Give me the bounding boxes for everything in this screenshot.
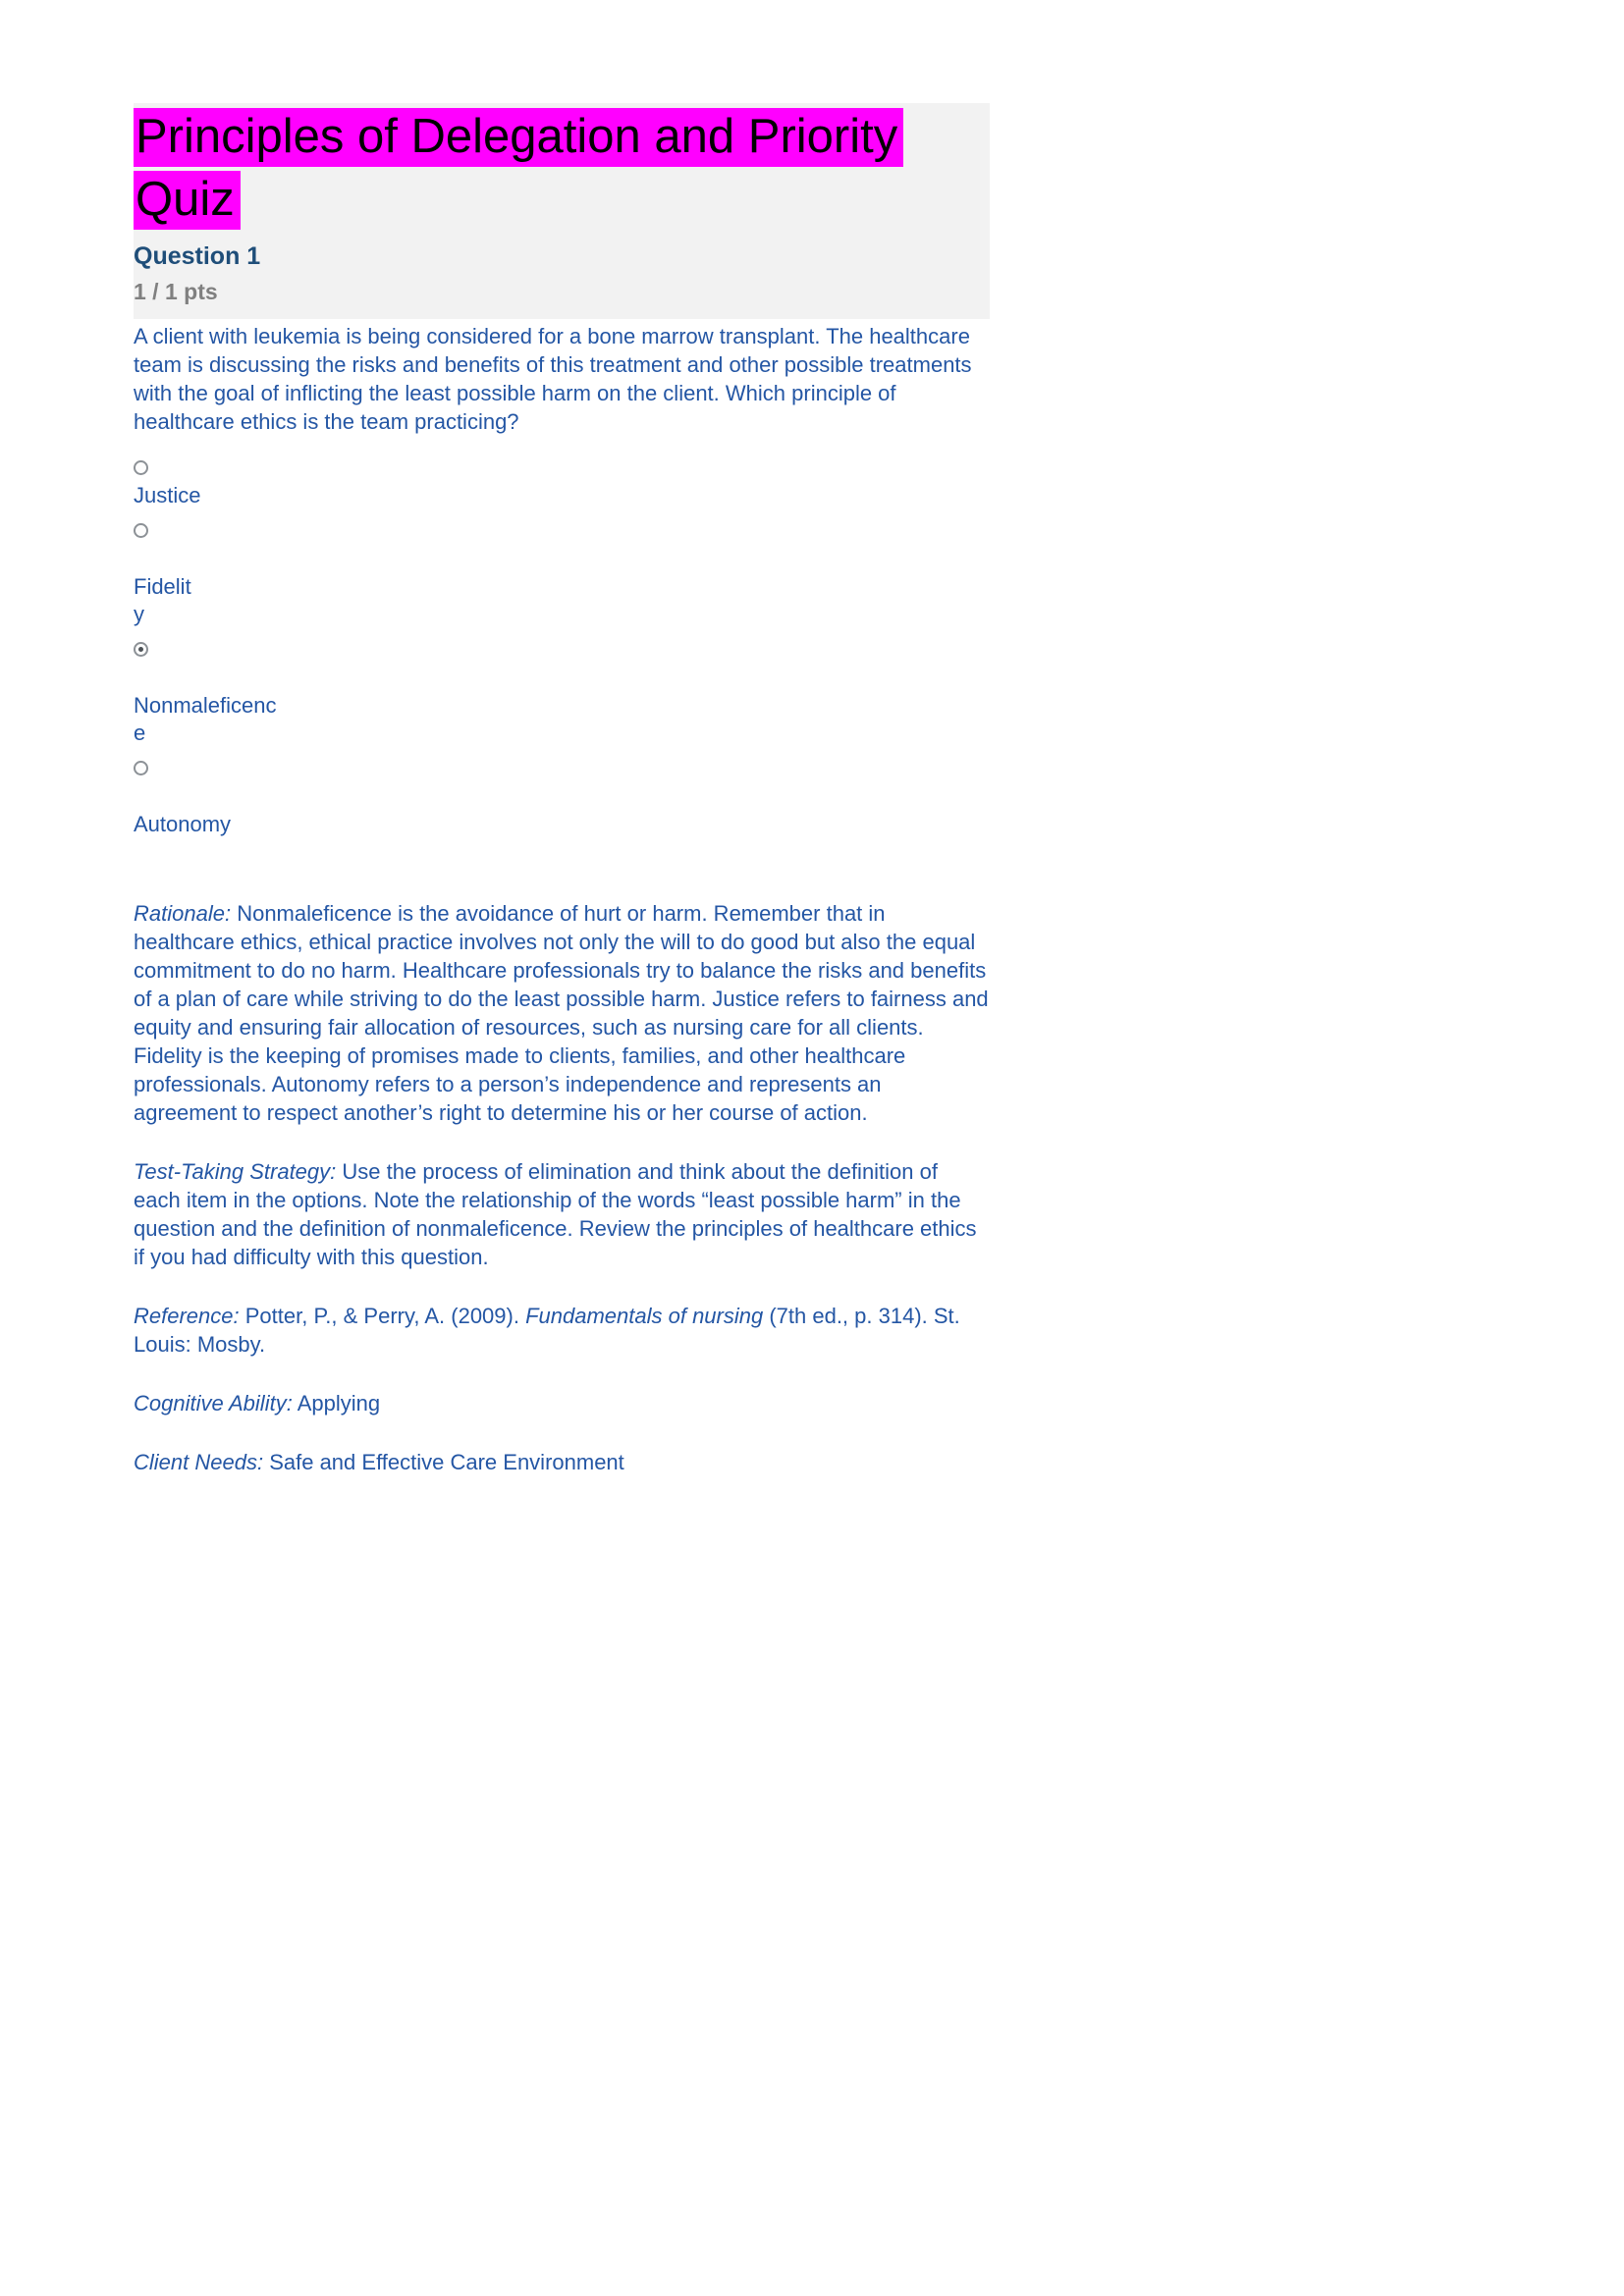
radio-dot xyxy=(138,647,143,652)
reference-book-title: Fundamentals of nursing xyxy=(525,1304,764,1328)
option-label: Autonomy xyxy=(134,812,232,836)
rationale-text: Nonmaleficence is the avoidance of hurt or harm. Remember that in healthcare ethics, ethical practice involves not only the will to do good but also the equal commitment to do no harm. Healthcare professionals try to balance the risks and benefits of a plan of care while striving to do the least possible harm. Justice refers to fairness and equity and ensuring fair allocation of resources, such as nursing care for all clients. Fidelity is the keeping of promises made to clients, families, and other healthcare professionals. Autonomy refers to a person’s independence and represents an agreement to respect another’s right to determine his or her course of action. xyxy=(134,901,989,1125)
answer-option-1[interactable] xyxy=(134,522,990,628)
option-radio-1[interactable] xyxy=(134,523,148,538)
option-label-line2: y xyxy=(134,602,144,626)
answer-option-3[interactable] xyxy=(134,760,990,838)
option-label: Nonmaleficenc xyxy=(134,693,277,718)
answer-option-2[interactable] xyxy=(134,641,990,747)
cognitive-ability-text: Applying xyxy=(297,1391,381,1415)
rationale-paragraph xyxy=(134,899,990,1127)
quiz-title-highlight-2: Quiz xyxy=(134,171,241,230)
option-radio-3[interactable] xyxy=(134,761,148,775)
quiz-title-line-1 xyxy=(134,107,990,166)
option-label-block xyxy=(134,573,990,628)
question-text: A client with leukemia is being considered for a bone marrow transplant. The healthcare team is discussing the risks and benefits of this treatment and other possible treatments with the goal of inflicting the least possible harm on the client. Which principle of healthcare ethics is the team practicing? xyxy=(134,324,972,434)
strategy-label: Test-Taking Strategy: xyxy=(134,1159,337,1184)
strategy-paragraph xyxy=(134,1157,990,1271)
client-needs-text: Safe and Effective Care Environment xyxy=(269,1450,624,1474)
quiz-page xyxy=(134,103,990,1507)
option-label-line2: e xyxy=(134,721,146,745)
option-radio-0[interactable] xyxy=(134,460,148,475)
reference-label: Reference: xyxy=(134,1304,240,1328)
quiz-title xyxy=(134,107,990,229)
option-label-block xyxy=(134,482,990,509)
client-needs-paragraph xyxy=(134,1448,990,1476)
option-label: Fidelit xyxy=(134,574,191,599)
question-points-badge: 1 / 1 pts xyxy=(134,279,218,304)
option-label-block xyxy=(134,692,990,747)
question-heading: Question 1 xyxy=(134,242,261,270)
reference-pre: Potter, P., & Perry, A. (2009). xyxy=(244,1304,526,1328)
quiz-title-line-2 xyxy=(134,170,990,229)
rationale-label: Rationale: xyxy=(134,901,232,926)
cognitive-ability-label: Cognitive Ability: xyxy=(134,1391,293,1415)
strategy-text: Use the process of elimination and think about the definition of each item in the options. Note the relationship of the words “least possible harm” in the question and the definition of nonmaleficence. Review the principles of healthcare ethics if you had difficulty with this question. xyxy=(134,1159,977,1269)
option-label: Justice xyxy=(134,483,201,507)
answer-option-0[interactable] xyxy=(134,459,990,509)
quiz-header-panel xyxy=(134,103,990,319)
client-needs-label: Client Needs: xyxy=(134,1450,264,1474)
option-label-block xyxy=(134,811,990,838)
answer-options xyxy=(134,459,990,838)
reference-paragraph xyxy=(134,1302,990,1359)
cognitive-ability-paragraph xyxy=(134,1389,990,1417)
quiz-title-highlight-1: Principles of Delegation and Priority xyxy=(134,108,903,167)
option-radio-2[interactable] xyxy=(134,642,148,657)
reference-post: (7th ed., p. 314). St. Louis: Mosby. xyxy=(134,1304,960,1357)
feedback-section xyxy=(134,899,990,1476)
